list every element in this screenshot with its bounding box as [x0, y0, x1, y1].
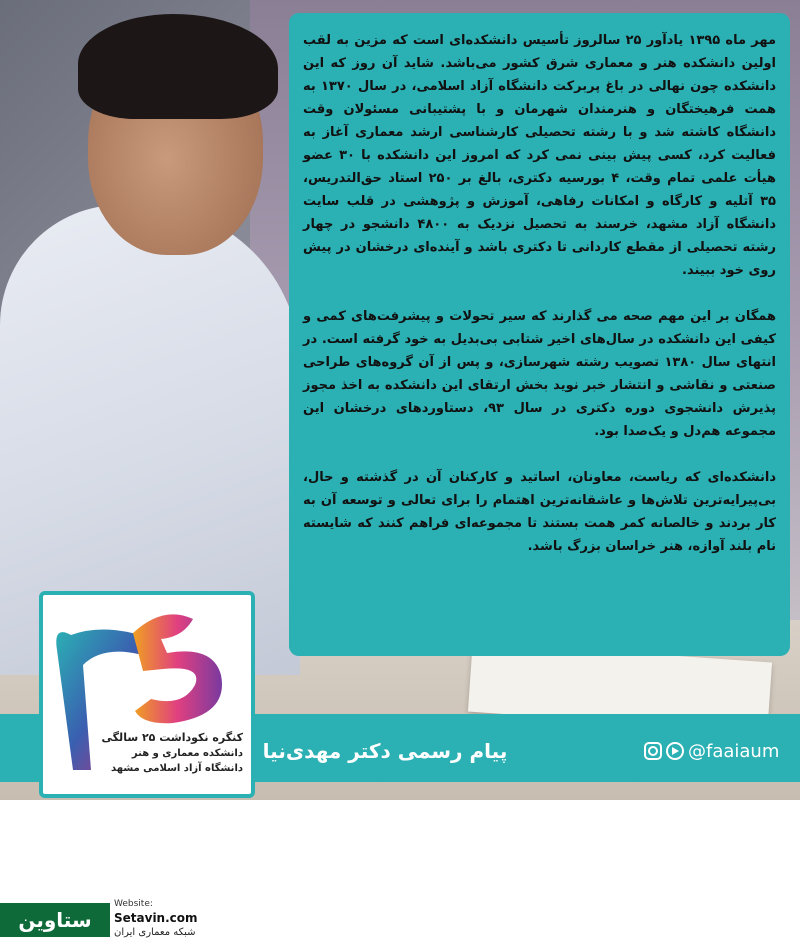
logo-caption-line3: دانشگاه آزاد اسلامی مشهد	[110, 763, 243, 774]
setavin-watermark[interactable]	[0, 897, 230, 945]
instagram-icon[interactable]	[644, 742, 662, 760]
anniversary-logo	[39, 591, 255, 798]
article-paragraph-2: همگان بر این مهم صحه می گذارند که سیر تحولات و پیشرفت‌های کمی و کیفی این دانشکده در سال‌های اخیر شتابی بی‌بدیل به خود گرفته است. در انتهای سال ۱۳۸۰ تصویب رشته شهرسازی، و پس از آن گروه‌های طراحی صنعتی و نقاشی و انتشار خبر نوید بخش ارتقای این دانشکده به اخذ مجوز پذیرش دانشجوی دوره دکتری در سال ۹۳، دستاوردهای درخشان این مجموعه هم‌دل و یک‌صدا بود.	[303, 309, 776, 439]
website-label: Website:	[114, 899, 153, 909]
banner-title: پیام رسمی دکتر مهدی‌نیا	[262, 739, 508, 763]
handle-text: @faaiaum	[688, 740, 780, 762]
logo-caption-line1: کنگره نکوداشت ۲۵ سالگی	[101, 731, 243, 744]
telegram-icon[interactable]	[666, 742, 684, 760]
website-tagline: شبکه معماری ایران	[114, 927, 196, 938]
person-hair	[78, 14, 278, 119]
article-panel	[289, 13, 790, 656]
logo-caption-line2: دانشکده معماری و هنر	[131, 748, 243, 759]
social-handle[interactable]	[644, 738, 779, 764]
article-paragraph-3: دانشکده‌ای که ریاست، معاونان، اساتید و کارکنان آن در گذشته و حال، بی‌پیرایه‌ترین تلاش‌ها و عاشقانه‌ترین اهتمام را برای تعالی و توسعه آن به کار بردند و خالصانه کمر همت بستند تا مجموعه‌ای فراهم کنند که شایسته نام بلند آوازه، هنر خراسان بزرگ باشد.	[303, 470, 776, 554]
article-paragraph-1: مهر ماه ۱۳۹۵ یادآور ۲۵ سالروز تأسیس دانشکده‌ای است که مزین به لقب اولین دانشکده هنر و معماری شرق کشور می‌باشد. شاید آن روز که این دانشکده چون نهالی در باغ پربرکت دانشگاه آزاد اسلامی، در سال ۱۳۷۰ به همت فرهیختگان و هنرمندان شهرمان و با پشتیبانی مسئولان وقت دانشگاه کاشته شد و با رشته تحصیلی کارشناسی ارشد معماری آغاز به فعالیت کرد، کسی پیش بینی نمی کرد که امروز این دانشکده با ۳۰ عضو هیأت علمی تمام وقت، ۴ بورسیه دکتری، بالغ بر ۲۵۰ استاد حق‌التدریس، ۳۵ آتلیه و کارگاه و امکانات رفاهی، آموزش و پژوهشی در قلب سایت دانشگاه آزاد مشهد، خرسند به تحصیل نزدیک به ۴۸۰۰ دانشجو در چهار رشته تحصیلی از مقطع کاردانی تا دکتری باشد و آینده‌ای درخشان در پیش روی خود ببیند.	[303, 33, 777, 278]
setavin-brand: ستاوین	[0, 903, 110, 937]
website-url[interactable]: Setavin.com	[114, 911, 198, 925]
